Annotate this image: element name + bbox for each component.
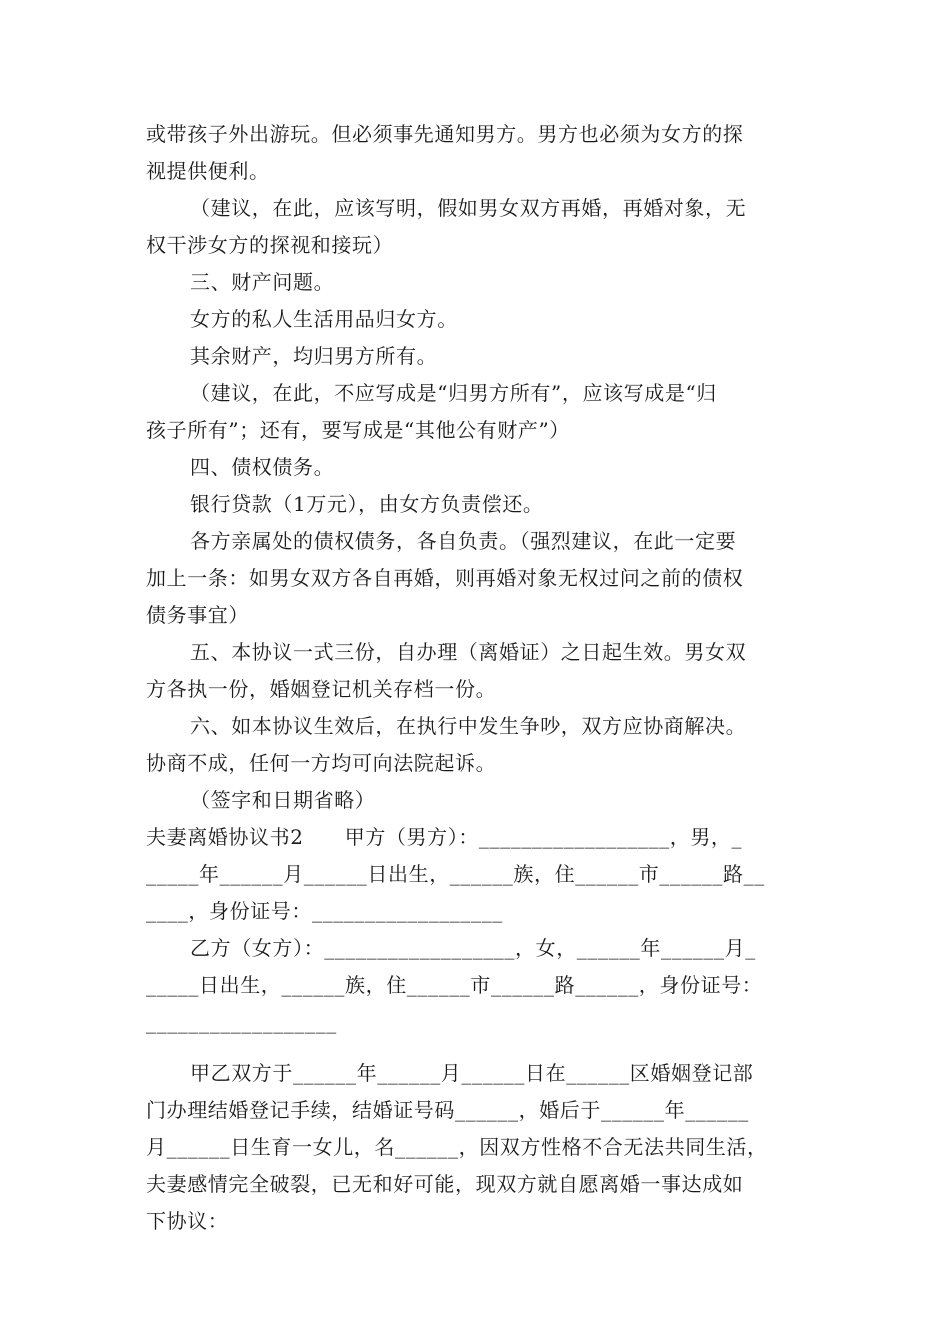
text-line: 夫妻感情完全破裂，已无和好可能，现双方就自愿离婚一事达成如 (146, 1172, 744, 1196)
paragraph-gap (146, 1041, 810, 1055)
text-line: 月______日生育一女儿，名______，因双方性格不合无法共同生活， (146, 1135, 768, 1159)
text-line: （建议，在此，不应写成是“归男方所有”，应该写成是“归 (190, 381, 717, 405)
text-line: 六、如本协议生效后，在执行中发生争吵，双方应协商解决。 (190, 714, 747, 738)
section-heading: 四、债权债务。 (190, 455, 335, 479)
text-line: 孩子所有”；还有，要写成是“其他公有财产”） (146, 418, 570, 442)
text-line: ____，身份证号：__________________ (146, 899, 503, 923)
text-line: 或带孩子外出游玩。但必须事先通知男方。男方也必须为女方的探 (146, 122, 744, 146)
text-line: 方各执一份，婚姻登记机关存档一份。 (146, 677, 497, 701)
text-line: 其余财产，均归男方所有。 (190, 344, 438, 368)
text-line: 协商不成，任何一方均可向法院起诉。 (146, 751, 497, 775)
text-line: 债务事宜） (146, 603, 249, 627)
text-line: 夫妻离婚协议书2 甲方（男方）：__________________，男，_ (146, 825, 743, 849)
text-line: 下协议： (146, 1209, 229, 1233)
text-line: 门办理结婚登记手续，结婚证号码______，婚后于______年______ (146, 1098, 749, 1122)
text-line: 各方亲属处的债权债务，各自负责。（强烈建议，在此一定要 (190, 529, 737, 553)
text-line: __________________ (146, 1010, 337, 1034)
text-line: 权干涉女方的探视和接玩） (146, 233, 394, 257)
text-line: _____日出生，______族，住______市______路______，身份证号： (146, 973, 763, 997)
text-line: （签字和日期省略） (190, 788, 376, 812)
text-line: （建议，在此，应该写明，假如男女双方再婚，再婚对象，无 (190, 196, 747, 220)
text-line: 加上一条：如男女双方各自再婚，则再婚对象无权过问之前的债权 (146, 566, 744, 590)
text-line: _____年______月______日出生，______族，住______市______路__ (146, 862, 765, 886)
section-heading: 三、财产问题。 (190, 270, 335, 294)
text-line: 乙方（女方）：__________________，女，______年______月_ (190, 936, 756, 960)
text-line: 银行贷款（1万元），由女方负责偿还。 (190, 492, 544, 516)
text-line: 五、本协议一式三份，自办理（离婚证）之日起生效。男女双 (190, 640, 747, 664)
text-line: 甲乙双方于______年______月______日在______区婚姻登记部 (190, 1061, 754, 1085)
text-line: 女方的私人生活用品归女方。 (190, 307, 458, 331)
text-line: 视提供便利。 (146, 159, 270, 183)
